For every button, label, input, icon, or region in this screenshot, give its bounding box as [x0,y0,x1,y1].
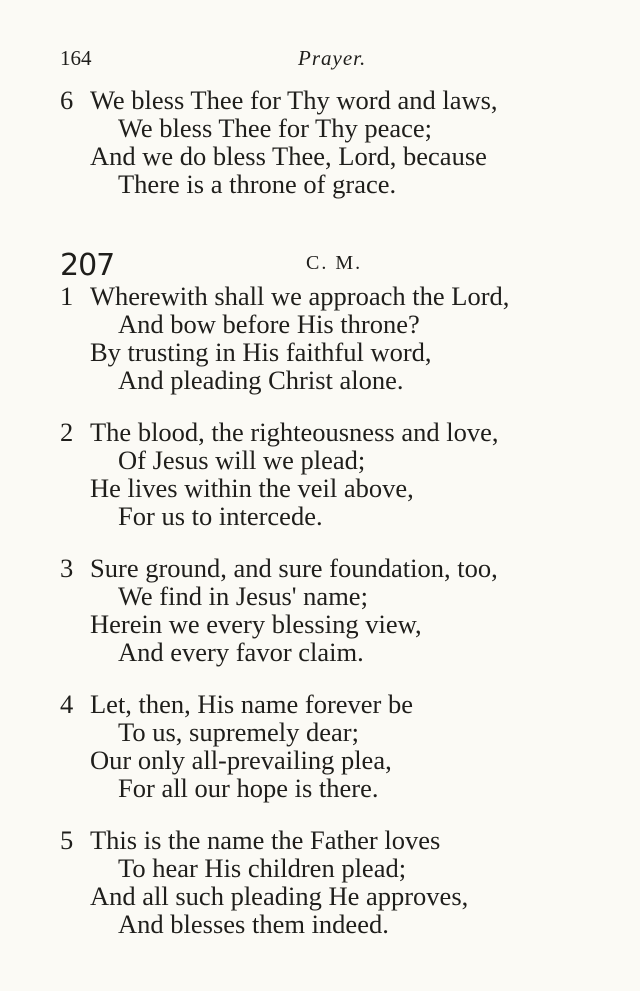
verse-line: Herein we every blessing view, [90,609,422,639]
verse-line: Sure ground, and sure foundation, too, [90,553,498,583]
verse-line: He lives within the veil above, [90,473,414,503]
verse-line: And bow before His throne? [118,309,420,339]
verse-number: 4 [60,689,74,719]
verse-line: Our only all-prevailing plea, [90,745,392,775]
page-header [60,46,580,74]
verse-line: We bless Thee for Thy peace; [118,113,433,143]
verse-number: 5 [60,825,74,855]
hymn-number: 207 [60,248,115,283]
verse-line: We bless Thee for Thy word and laws, [90,85,498,115]
verse-line: And all such pleading He approves, [90,881,469,911]
verse-line: To us, supremely dear; [118,717,359,747]
verse-line: The blood, the righteousness and love, [90,417,499,447]
verse-line: And blesses them indeed. [118,909,389,939]
verse-line: This is the name the Father loves [90,825,441,855]
verse-line: There is a throne of grace. [118,169,397,199]
section-title: Prayer. [298,46,367,70]
verse-number: 2 [60,417,74,447]
verse-line: And every favor claim. [118,637,364,667]
verse-line: By trusting in His faithful word, [90,337,432,367]
page-number: 164 [60,46,92,70]
verse-line: For us to intercede. [118,501,323,531]
verse-line: Wherewith shall we approach the Lord, [90,281,510,311]
verse-line: To hear His children plead; [118,853,407,883]
verse-number: 3 [60,553,74,583]
hymn-meter: C. M. [306,252,363,274]
verse-line: We find in Jesus' name; [118,581,368,611]
verse-line: Let, then, His name forever be [90,689,414,719]
verse-number: 6 [60,85,74,115]
verse-line: Of Jesus will we plead; [118,445,366,475]
verse-line: For all our hope is there. [118,773,379,803]
verse-number: 1 [60,281,74,311]
verse-line: And we do bless Thee, Lord, because [90,141,487,171]
verse-line: And pleading Christ alone. [118,365,404,395]
